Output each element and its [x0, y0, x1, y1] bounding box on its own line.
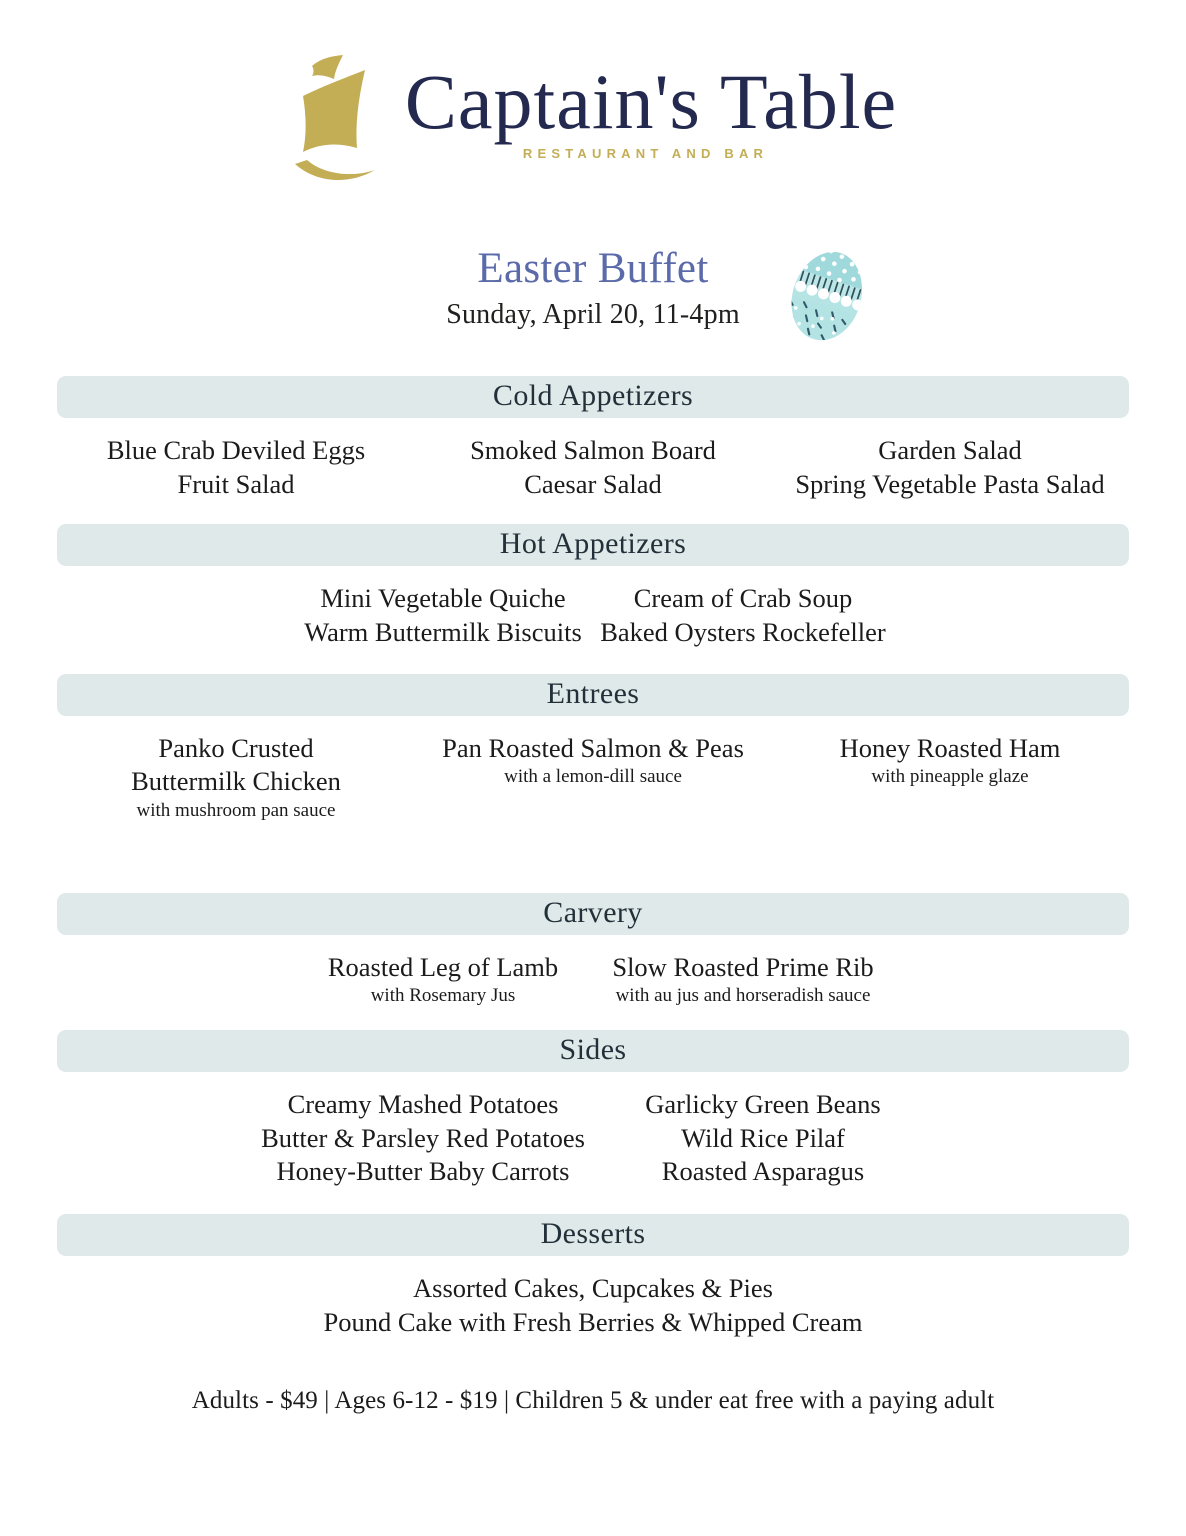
- section-header-band: [57, 1214, 1129, 1256]
- menu-column: [58, 732, 415, 823]
- menu-item-name: Wild Rice Pilaf: [681, 1122, 845, 1153]
- menu-item-name: Fruit Salad: [177, 468, 295, 499]
- section-columns: [57, 566, 1129, 649]
- menu-column: [415, 434, 772, 501]
- menu-item-name: Warm Buttermilk Biscuits: [304, 616, 582, 647]
- menu-column: [415, 732, 772, 823]
- menu-item-name: Blue Crab Deviled Eggs: [106, 435, 366, 465]
- menu-item-name: Slow Roasted Prime Rib: [612, 951, 874, 982]
- menu-column: [57, 1272, 1129, 1339]
- menu-column: [772, 434, 1129, 501]
- menu-item-description: with pineapple glaze: [871, 766, 1029, 788]
- brand-tagline: RESTAURANT AND BAR: [522, 146, 769, 162]
- menu-column: [58, 434, 415, 501]
- menu-column: [593, 951, 893, 1008]
- menu-column: [593, 582, 893, 649]
- easter-egg-icon: [789, 249, 865, 343]
- menu-item-name: Butter & Parsley Red Potatoes: [261, 1122, 585, 1153]
- menu-item-name: Assorted Cakes, Cupcakes & Pies: [413, 1272, 773, 1303]
- menu-column: [293, 951, 593, 1008]
- menu-item-name: Baked Oysters Rockefeller: [600, 616, 886, 647]
- menu-item-description: with au jus and horseradish sauce: [615, 985, 871, 1007]
- ship-sail-logo-icon: [289, 52, 401, 192]
- brand-wordmark: Captain's Table: [404, 58, 898, 145]
- section-heading: Entrees: [546, 676, 640, 710]
- menu-column: [593, 1088, 933, 1189]
- brand-logo: [0, 0, 1186, 192]
- menu-sections: [0, 376, 1186, 1339]
- section-columns: [57, 716, 1129, 823]
- menu-item-name: Garlicky Green Beans: [645, 1088, 881, 1119]
- menu-item-name: Mini Vegetable Quiche: [320, 583, 566, 614]
- menu-section: [0, 524, 1186, 649]
- section-header-band: [57, 1030, 1129, 1072]
- menu-item-name: Pan Roasted Salmon & Peas: [442, 732, 744, 763]
- menu-item-description: with Rosemary Jus: [370, 985, 516, 1007]
- section-heading: Desserts: [540, 1216, 646, 1250]
- menu-section: [0, 893, 1186, 1008]
- menu-item-description: with mushroom pan sauce: [136, 799, 336, 821]
- menu-section: [0, 1030, 1186, 1189]
- menu-section: [0, 376, 1186, 501]
- page-title: Easter Buffet: [477, 245, 709, 292]
- section-columns: [57, 1072, 1129, 1189]
- menu-item-description: with a lemon-dill sauce: [504, 766, 682, 788]
- section-header-band: [57, 674, 1129, 716]
- event-header: [0, 244, 1186, 354]
- menu-column: [253, 1088, 593, 1189]
- section-header-band: [57, 893, 1129, 935]
- section-heading: Hot Appetizers: [499, 527, 687, 561]
- menu-item-name-line2: Buttermilk Chicken: [131, 766, 341, 797]
- section-columns: [57, 935, 1129, 1008]
- menu-item-name: Creamy Mashed Potatoes: [287, 1088, 559, 1119]
- menu-item-name: Honey Roasted Ham: [839, 732, 1061, 763]
- menu-item-name: Caesar Salad: [524, 468, 662, 499]
- menu-column: [293, 582, 593, 649]
- menu-item-name: Roasted Asparagus: [661, 1156, 865, 1187]
- section-heading: Sides: [559, 1032, 627, 1066]
- section-heading: Cold Appetizers: [492, 379, 694, 412]
- section-columns: [57, 418, 1129, 501]
- menu-section: [0, 1214, 1186, 1339]
- section-columns: [57, 1256, 1129, 1339]
- section-heading: Carvery: [543, 895, 643, 929]
- menu-section: [0, 674, 1186, 823]
- menu-item-name: Pound Cake with Fresh Berries & Whipped Cream: [323, 1306, 863, 1337]
- menu-item-name: Smoked Salmon Board: [470, 435, 716, 465]
- menu-item-name: Roasted Leg of Lamb: [327, 951, 559, 982]
- menu-column: [772, 732, 1129, 823]
- section-header-band: [57, 376, 1129, 418]
- menu-item-name: Cream of Crab Soup: [633, 583, 853, 614]
- menu-item-name: Spring Vegetable Pasta Salad: [795, 468, 1105, 499]
- menu-item-name: Honey-Butter Baby Carrots: [276, 1156, 570, 1187]
- menu-item-name: Garden Salad: [878, 435, 1022, 465]
- menu-item-name: Panko Crusted: [158, 732, 314, 763]
- event-date-time: Sunday, April 20, 11-4pm: [446, 299, 740, 331]
- section-header-band: [57, 524, 1129, 566]
- pricing-line: Adults - $49 | Ages 6-12 - $19 | Children 5 & under eat free with a paying adult: [191, 1387, 995, 1415]
